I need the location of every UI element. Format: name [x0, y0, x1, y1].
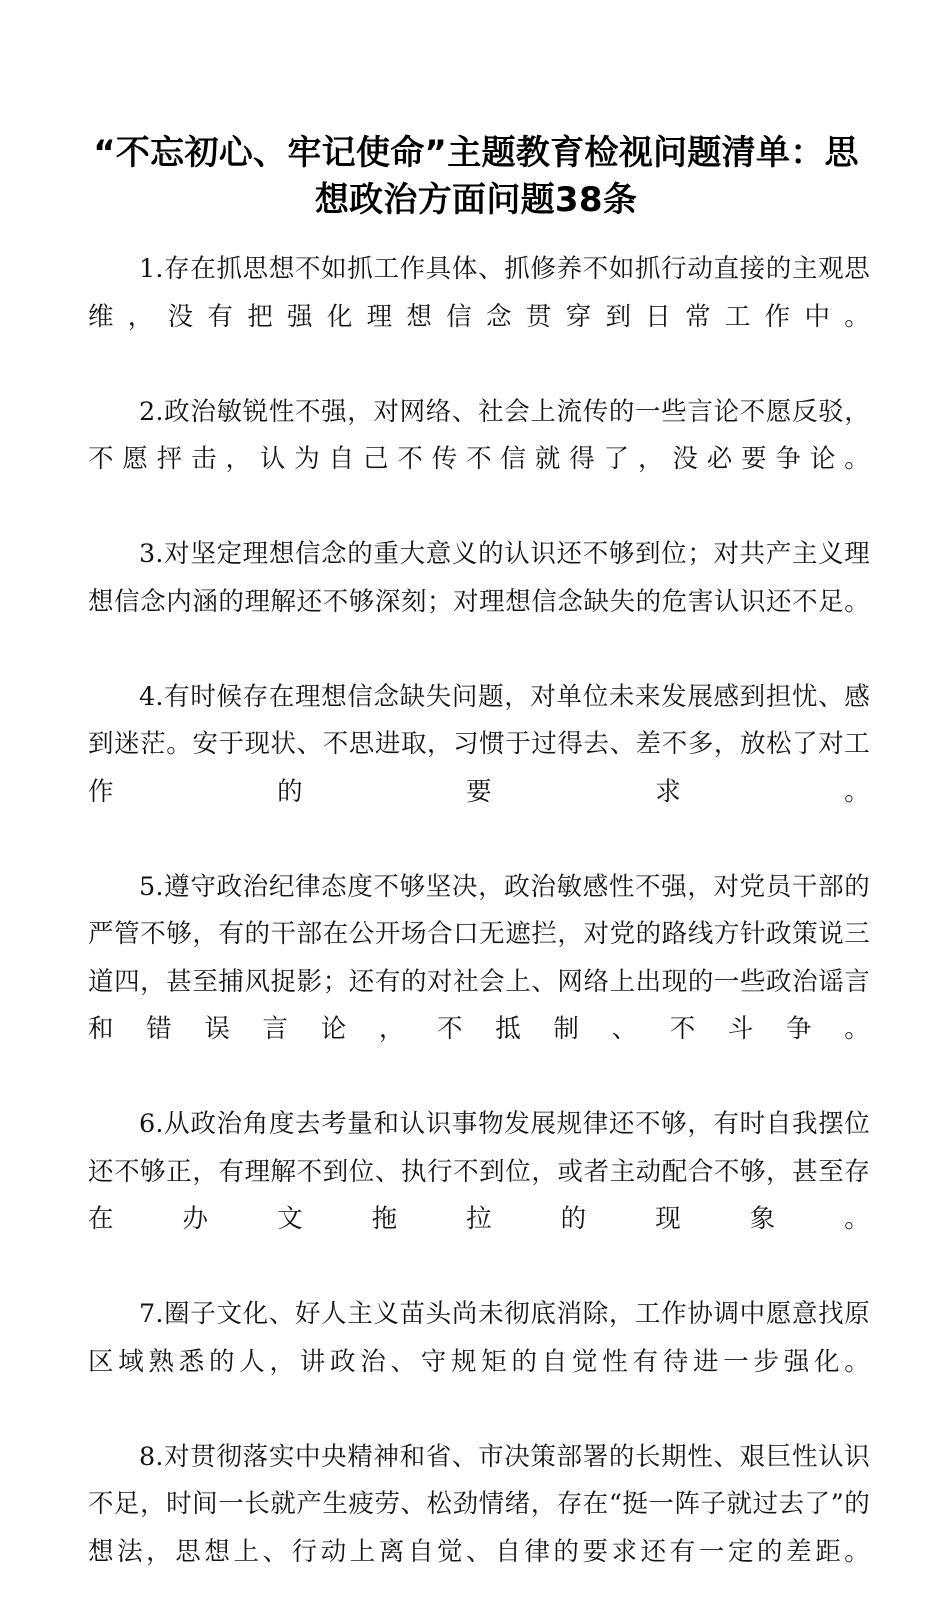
problem-item-5: 5.遵守政治纪律态度不够坚决，政治敏感性不强，对党员干部的严管不够，有的干部在公开场合口无遮拦，对党的路线方针政策说三道四，甚至捕风捉影；还有的对社会上、网络上出现的一些政治谣言和错误言论，不抵制、不斗争。 — [88, 871, 870, 1044]
problem-item-6: 6.从政治角度去考量和认识事物发展规律还不够，有时自我摆位还不够正，有理解不到位、执行不到位，或者主动配合不够，甚至存在办文拖拉的现象。 — [88, 1109, 870, 1234]
problem-item-4: 4.有时候存在理想信念缺失问题，对单位未来发展感到担忧、感到迷茫。安于现状、不思进取，习惯于过得去、差不多，放松了对工作的要求。 — [88, 681, 870, 807]
page-title: “不忘初心、牢记使命”主题教育检视问题清单：思想政治方面问题38条 — [93, 133, 859, 220]
problem-item-7: 7.圈子文化、好人主义苗头尚未彻底消除，工作协调中愿意找原区域熟悉的人，讲政治、守规矩的自觉性有待进一步强化。 — [88, 1299, 870, 1377]
problem-item-2: 2.政治敏锐性不强，对网络、社会上流传的一些言论不愿反驳，不愿抨击，认为自己不传不信就得了，没必要争论。 — [88, 396, 870, 474]
problem-item-3: 3.对坚定理想信念的重大意义的认识还不够到位；对共产主义理想信念内涵的理解还不够深刻；对理想信念缺失的危害认识还不足。 — [88, 539, 870, 617]
document-body — [0, 224, 950, 1624]
problem-item-1: 1.存在抓思想不如抓工作具体、抓修养不如抓行动直接的主观思维，没有把强化理想信念贯穿到日常工作中。 — [88, 254, 870, 332]
problem-item-8: 8.对贯彻落实中央精神和省、市决策部署的长期性、艰巨性认识不足，时间一长就产生疲劳、松劲情绪，存在“挺一阵子就过去了”的想法，思想上、行动上离自觉、自律的要求还有一定的差距。 — [88, 1441, 870, 1567]
